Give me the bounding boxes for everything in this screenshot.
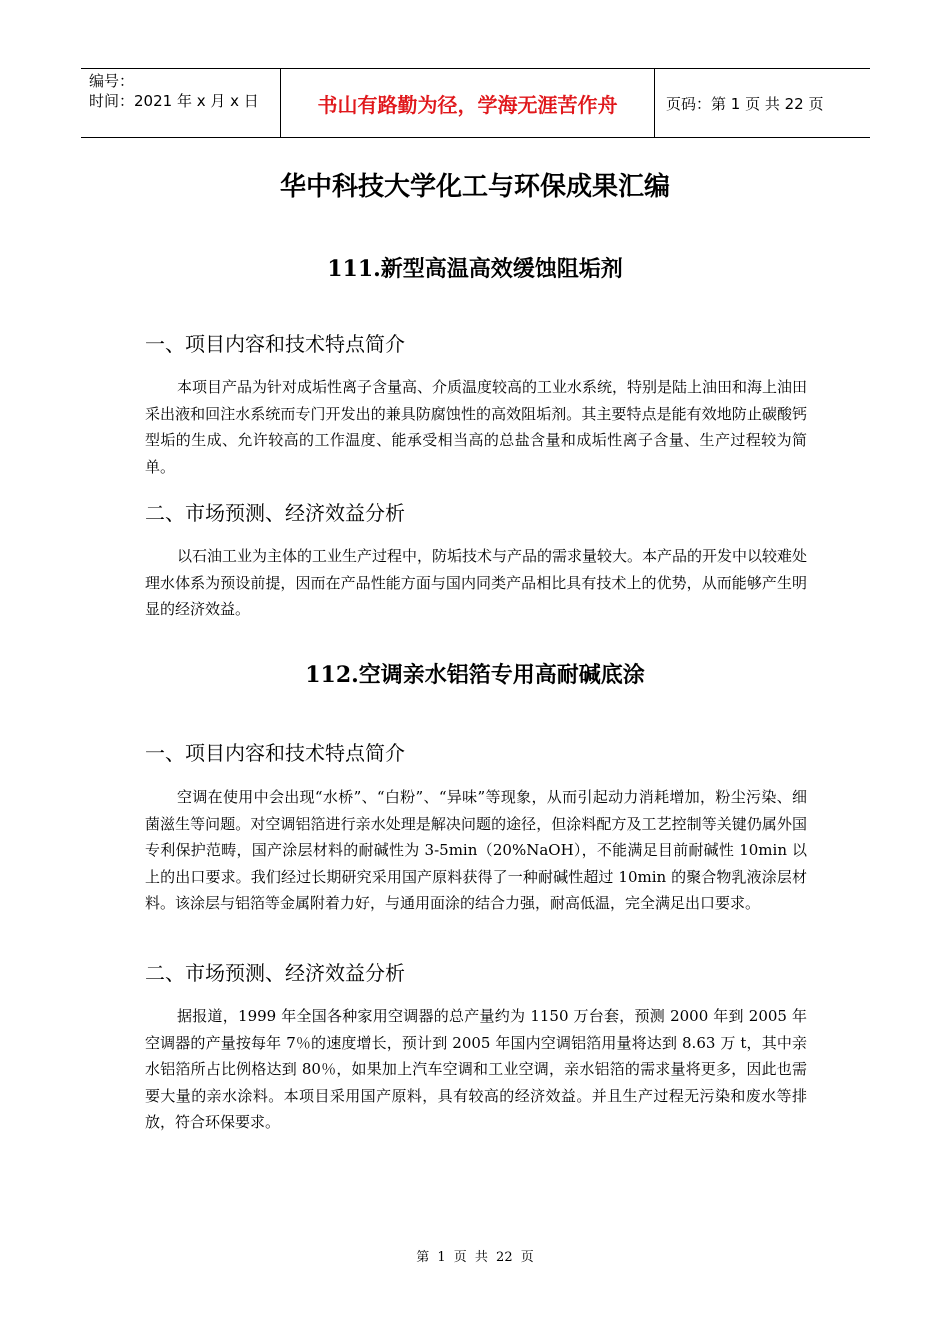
document-title: 华中科技大学化工与环保成果汇编 [279, 172, 670, 202]
number-label: 编号： [89, 72, 135, 90]
section-111-heading-2: 二、市场预测、经济效益分析 [145, 501, 405, 525]
page-footer: 第 1 页 共 22 页 [416, 1250, 534, 1265]
header-motto: 书山有路勤为径，学海无涯苦作舟 [281, 69, 655, 137]
section-112-paragraph-1: 空调在使用中会出现“水桥”、“白粉”、“异味”等现象，从而引起动力消耗增加，粉尘污染、细菌滋生等问题。对空调铝箔进行亲水处理是解决问题的途径，但涂料配方及工艺控制等关键仍属外国专利保护范畴，国产涂层材料的耐碱性为 3-5min（20%NaOH），不能满足目前耐碱性 10min 以上的出口要求。我们经过长期研究采用国产原料获得了一种耐碱性超过 10min 的聚合物乳液涂层材料。该涂层与铝箔等金属附着力好，与通用面涂的结合力强，耐高低温，完全满足出口要求。 [145, 788, 807, 912]
section-title-111: 111.新型高温高效缓蚀阻垢剂 [327, 256, 623, 282]
section-title-112: 112.空调亲水铝箔专用高耐碱底涂 [305, 662, 645, 688]
header-meta [81, 69, 281, 137]
section-111-paragraph-1: 本项目产品为针对成垢性离子含量高、介质温度较高的工业水系统，特别是陆上油田和海上油田采出液和回注水系统而专门开发出的兼具防腐蚀性的高效阻垢剂。其主要特点是能有效地防止碳酸钙型垢的生成、允许较高的工作温度、能承受相当高的总盐含量和成垢性离子含量、生产过程较为简单。 [145, 378, 808, 476]
section-111-paragraph-2: 以石油工业为主体的工业生产过程中，防垢技术与产品的需求量较大。本产品的开发中以较难处理水体系为预设前提，因而在产品性能方面与国内同类产品相比具有技术上的优势，从而能够产生明显的经济效益。 [145, 547, 808, 618]
page-header [81, 68, 870, 138]
section-111-heading-1: 一、项目内容和技术特点简介 [145, 332, 405, 356]
section-112-heading-1: 一、项目内容和技术特点简介 [145, 741, 405, 765]
header-page-info: 页码：第 1 页 共 22 页 [666, 94, 824, 113]
section-112-heading-2: 二、市场预测、经济效益分析 [145, 961, 405, 985]
time-label: 时间：2021 年 x 月 x 日 [89, 92, 259, 110]
section-112-paragraph-2: 据报道，1999 年全国各种家用空调器的总产量约为 1150 万台套，预测 2000 年到 2005 年空调器的产量按每年 7％的速度增长，预计到 2005 年国内空调铝箔用量将达到 8.63 万 t，其中亲水铝箔所占比例格达到 80％，如果加上汽车空调和工业空调，亲水铝箔的需求量将更多，因此也需要大量的亲水涂料。本项目采用国产原料，具有较高的经济效益。并且生产过程无污染和废水等排放，符合环保要求。 [145, 1007, 807, 1131]
